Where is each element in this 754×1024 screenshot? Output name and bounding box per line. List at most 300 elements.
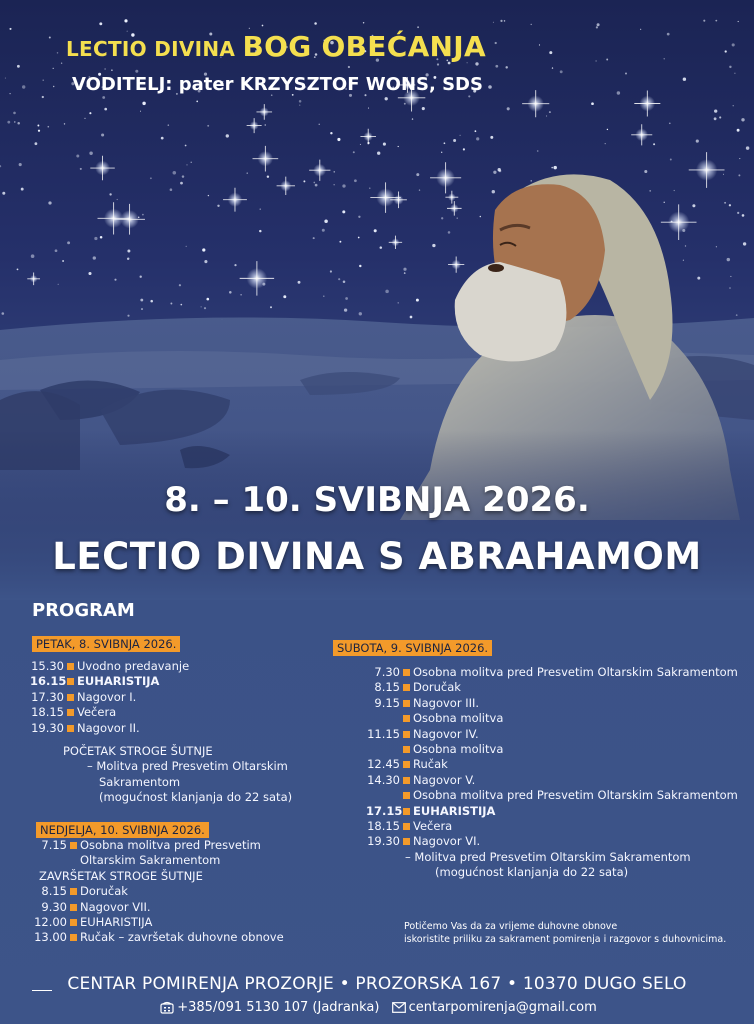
- star: [89, 152, 92, 155]
- star: [696, 140, 699, 143]
- star: [448, 231, 451, 234]
- footer-contact: [0, 1000, 754, 1015]
- star: [55, 249, 58, 252]
- bullet-square-icon: [403, 761, 410, 768]
- star: [170, 188, 173, 191]
- star: [468, 95, 470, 97]
- activity: EUHARISTIJA: [80, 915, 153, 930]
- email-address: centarpomirenja@gmail.com: [408, 1000, 597, 1015]
- star: [204, 307, 206, 309]
- list-item: [366, 804, 738, 819]
- star: [670, 159, 672, 161]
- list-item: [366, 834, 738, 849]
- list-item: [366, 665, 738, 680]
- star: [226, 134, 229, 137]
- star: [62, 260, 64, 262]
- star: [398, 302, 399, 303]
- list-item: [33, 900, 284, 915]
- star: [739, 158, 740, 159]
- time: 19.30: [31, 720, 64, 735]
- star: [124, 19, 127, 22]
- list-item: [366, 727, 738, 742]
- list-item: [366, 819, 738, 834]
- silence-prayer-note: (mogućnost klanjanja do 22 sata): [99, 790, 293, 805]
- bright-star: [634, 90, 660, 116]
- star: [730, 276, 731, 277]
- star: [507, 107, 510, 110]
- star: [7, 121, 10, 124]
- star: [265, 124, 266, 125]
- star: [444, 142, 446, 144]
- activity: Osobna molitva: [413, 742, 504, 757]
- bullet-square-icon: [70, 919, 77, 926]
- time: 17.15: [366, 803, 403, 818]
- star: [53, 68, 54, 69]
- activity: Ručak: [413, 757, 448, 772]
- star: [531, 24, 532, 25]
- time: [366, 788, 400, 803]
- time: [366, 742, 400, 757]
- star: [61, 63, 62, 64]
- star: [13, 112, 16, 115]
- star: [617, 91, 620, 94]
- bright-star: [90, 156, 114, 180]
- star: [488, 85, 492, 89]
- star: [191, 162, 192, 163]
- time: 17.30: [31, 689, 64, 704]
- bullet-square-icon: [403, 808, 410, 815]
- time: 7.30: [374, 665, 400, 679]
- bright-star: [447, 201, 462, 216]
- star: [385, 97, 388, 100]
- star: [135, 70, 138, 73]
- note-line: iskoristite priliku za sakrament pomirenja i razgovor s duhovnicima.: [404, 934, 727, 945]
- list-item: [30, 674, 292, 689]
- activity: Nagovor V.: [413, 772, 476, 787]
- time: [366, 711, 400, 726]
- star: [196, 101, 198, 103]
- star: [729, 66, 731, 68]
- star: [127, 315, 129, 317]
- star: [537, 150, 539, 152]
- star: [334, 171, 335, 172]
- bullet-square-icon: [403, 777, 410, 784]
- star: [201, 306, 202, 307]
- subtitle-big: BOG OBEĆANJA: [242, 30, 486, 63]
- star: [383, 143, 386, 146]
- time: 13.00: [34, 930, 67, 945]
- star: [182, 175, 184, 177]
- bullet-square-icon: [403, 715, 410, 722]
- confession-note: [404, 920, 726, 946]
- star: [94, 237, 97, 240]
- silence-prayer-line: – Molitva pred Presvetim Oltarskim: [87, 759, 288, 774]
- star: [664, 202, 665, 203]
- star: [363, 22, 364, 23]
- bright-star: [256, 104, 272, 120]
- activity: Doručak: [80, 884, 128, 899]
- star: [549, 111, 551, 113]
- list-item: [366, 773, 738, 788]
- star: [738, 174, 740, 176]
- footer-address: CENTAR POMIRENJA PROZORJE • PROZORSKA 167 • 10370 DUGO SELO: [67, 974, 687, 994]
- star: [37, 125, 39, 127]
- star: [403, 268, 406, 271]
- star: [674, 190, 675, 191]
- star: [342, 210, 345, 213]
- star: [531, 180, 532, 181]
- time: 19.30: [367, 834, 400, 849]
- bright-star: [448, 256, 464, 272]
- phone-number: +385/091 5130 107 (Jadranka): [177, 1000, 380, 1015]
- bullet-square-icon: [403, 669, 410, 676]
- star: [595, 60, 596, 61]
- star: [104, 68, 105, 69]
- star: [186, 246, 187, 247]
- star: [492, 190, 495, 193]
- star: [441, 152, 442, 153]
- activity: Osobna molitva pred Presvetim Oltarskim Sakramentom: [413, 665, 738, 679]
- star: [170, 303, 172, 305]
- program-heading: PROGRAM: [32, 600, 135, 621]
- star: [76, 155, 79, 158]
- saturday-schedule: [366, 665, 738, 881]
- activity: EUHARISTIJA: [77, 674, 160, 689]
- star: [186, 164, 187, 165]
- star: [344, 308, 347, 311]
- star: [109, 193, 111, 195]
- activity: Uvodno predavanje: [77, 659, 190, 673]
- star: [727, 258, 730, 261]
- sunday-schedule: [33, 838, 284, 946]
- star: [1, 312, 4, 315]
- activity: Nagovor VI.: [413, 834, 481, 849]
- star: [315, 184, 318, 187]
- retreat-subtitle: [66, 30, 486, 63]
- bright-star: [689, 152, 725, 188]
- star: [217, 205, 219, 207]
- bullet-square-icon: [403, 838, 410, 845]
- star: [416, 299, 419, 302]
- star: [140, 299, 143, 302]
- bullet-square-icon: [403, 823, 410, 830]
- star: [463, 148, 465, 150]
- list-item: [366, 788, 738, 803]
- activity: Oltarskim Sakramentom: [80, 853, 221, 868]
- star: [345, 297, 348, 300]
- star: [180, 304, 182, 306]
- list-item: [30, 721, 292, 736]
- star: [17, 269, 19, 271]
- star: [551, 167, 553, 169]
- star: [746, 146, 749, 149]
- star: [67, 241, 70, 244]
- closing-prayer-note: (mogućnost klanjanja do 22 sata): [435, 865, 629, 880]
- star: [303, 180, 305, 182]
- star: [493, 22, 494, 23]
- star: [267, 175, 269, 177]
- bright-star: [253, 146, 279, 172]
- star: [459, 135, 460, 136]
- star: [48, 201, 51, 204]
- star: [208, 195, 209, 196]
- star: [716, 246, 717, 247]
- star: [476, 137, 479, 140]
- sunday-label: NEDJELJA, 10. SVIBNJA 2026.: [36, 822, 209, 838]
- star: [35, 142, 38, 145]
- star: [398, 146, 399, 147]
- activity: Večera: [413, 819, 453, 834]
- star: [729, 204, 731, 206]
- star: [649, 190, 651, 192]
- star: [729, 287, 731, 289]
- star: [150, 177, 152, 179]
- event-dates: 8. – 10. SVIBNJA 2026.: [164, 480, 590, 520]
- star: [385, 290, 389, 294]
- star: [43, 80, 44, 81]
- bright-star: [247, 118, 262, 133]
- note-line: Potičemo Vas da za vrijeme duhovne obnove: [404, 921, 618, 932]
- star: [669, 122, 671, 124]
- time: 18.15: [31, 705, 64, 720]
- star: [249, 28, 250, 29]
- star: [348, 66, 350, 68]
- bullet-square-icon: [67, 678, 74, 685]
- star: [80, 168, 82, 170]
- time: 12.45: [367, 757, 400, 772]
- silence-prayer-line: Sakramentom: [99, 774, 181, 789]
- list-item: [33, 915, 284, 930]
- star: [111, 69, 113, 71]
- list-item: [30, 705, 292, 720]
- time: 9.15: [374, 695, 400, 710]
- star: [101, 133, 104, 136]
- star: [343, 280, 346, 283]
- star: [697, 277, 700, 280]
- time: 8.15: [41, 884, 67, 899]
- list-item: [366, 757, 738, 772]
- star: [31, 254, 35, 258]
- star: [437, 63, 439, 65]
- star: [42, 96, 44, 98]
- star: [114, 279, 116, 281]
- activity: Osobna molitva pred Presvetim: [80, 838, 261, 852]
- star: [313, 182, 315, 184]
- star: [553, 166, 556, 169]
- bright-star: [240, 261, 274, 295]
- bullet-square-icon: [70, 904, 77, 911]
- star: [504, 20, 506, 22]
- star: [84, 118, 85, 119]
- star: [207, 125, 209, 127]
- bright-star: [98, 202, 130, 234]
- star: [724, 202, 726, 204]
- star: [2, 192, 5, 195]
- star: [140, 111, 141, 112]
- friday-schedule: [30, 659, 292, 806]
- star: [353, 151, 355, 153]
- star: [14, 121, 15, 122]
- star: [359, 265, 361, 267]
- star: [714, 109, 717, 112]
- star: [416, 173, 419, 176]
- star: [505, 66, 507, 68]
- star: [560, 70, 563, 73]
- star: [314, 22, 317, 25]
- star: [19, 163, 22, 166]
- time: 11.15: [367, 726, 400, 741]
- retreat-leader: VODITELJ: pater KRZYSZTOF WONS, SDS: [72, 74, 483, 95]
- star: [323, 295, 324, 296]
- star: [683, 260, 684, 261]
- star: [313, 237, 315, 239]
- bullet-square-icon: [403, 684, 410, 691]
- star: [204, 260, 207, 263]
- star: [354, 179, 357, 182]
- star: [737, 212, 739, 214]
- star: [64, 123, 65, 124]
- star: [490, 136, 493, 139]
- bright-star: [389, 236, 402, 249]
- activity: Ručak – završetak duhovne obnove: [80, 930, 284, 945]
- activity: Večera: [77, 705, 117, 720]
- star: [667, 33, 670, 36]
- time: 16.15: [30, 674, 67, 689]
- star: [127, 258, 129, 260]
- bright-star: [277, 177, 295, 195]
- star: [337, 138, 340, 141]
- list-item: [33, 930, 284, 945]
- bright-star: [27, 272, 40, 285]
- star: [737, 129, 740, 132]
- star: [412, 118, 413, 119]
- star: [142, 102, 145, 105]
- star: [89, 112, 91, 114]
- star: [703, 20, 705, 22]
- star: [102, 96, 105, 99]
- list-item: [33, 853, 284, 868]
- star: [493, 171, 496, 174]
- star: [38, 130, 40, 132]
- bullet-square-icon: [70, 842, 77, 849]
- activity: Osobna molitva: [413, 711, 504, 726]
- bullet-square-icon: [70, 888, 77, 895]
- activity: Nagovor IV.: [413, 726, 479, 741]
- activity: Nagovor III.: [413, 695, 480, 710]
- subtitle-small: LECTIO DIVINA: [66, 37, 236, 61]
- star: [359, 312, 362, 315]
- star: [738, 21, 739, 22]
- star: [0, 165, 1, 167]
- star: [480, 216, 482, 218]
- list-item: [33, 838, 284, 853]
- star: [546, 115, 547, 116]
- star: [141, 308, 143, 310]
- star: [743, 242, 746, 245]
- bullet-square-icon: [403, 792, 410, 799]
- star: [240, 294, 242, 296]
- star: [100, 236, 103, 239]
- list-item: [366, 711, 738, 726]
- star: [202, 248, 205, 251]
- star: [719, 116, 721, 118]
- bright-star: [309, 160, 330, 181]
- star: [733, 105, 734, 106]
- star: [644, 170, 647, 173]
- star: [88, 272, 91, 275]
- friday-label: PETAK, 8. SVIBNJA 2026.: [32, 636, 180, 652]
- star: [262, 25, 264, 27]
- star: [685, 245, 686, 246]
- list-item: [366, 742, 738, 757]
- star: [597, 23, 600, 26]
- star: [319, 124, 320, 125]
- star: [539, 44, 540, 45]
- star: [591, 102, 594, 105]
- star: [606, 59, 608, 61]
- list-item: [366, 680, 738, 695]
- star: [475, 130, 477, 132]
- star: [22, 85, 25, 88]
- silence-start: POČETAK STROGE ŠUTNJE: [63, 744, 213, 759]
- star: [17, 65, 20, 68]
- star: [714, 117, 717, 120]
- star: [499, 170, 502, 173]
- activity: Nagovor I.: [77, 689, 137, 704]
- star: [422, 107, 425, 110]
- star: [596, 26, 598, 28]
- star: [742, 214, 745, 217]
- star: [404, 272, 406, 274]
- star: [715, 20, 717, 22]
- star: [179, 284, 181, 286]
- star: [260, 208, 261, 209]
- event-title: LECTIO DIVINA S ABRAHAMOM: [52, 535, 702, 578]
- star: [736, 314, 738, 316]
- star: [338, 278, 340, 280]
- star: [104, 108, 107, 111]
- star: [552, 67, 553, 68]
- star: [93, 256, 96, 259]
- list-item: [366, 696, 738, 711]
- star: [180, 182, 183, 185]
- star: [173, 171, 177, 175]
- star: [417, 26, 419, 28]
- bright-star: [430, 162, 461, 193]
- phone-icon: [160, 1001, 174, 1014]
- star: [17, 122, 20, 125]
- star: [692, 204, 695, 207]
- star: [9, 28, 11, 30]
- time: 8.15: [374, 680, 400, 695]
- envelope-icon: [392, 1002, 406, 1013]
- star: [380, 246, 383, 249]
- star: [142, 214, 144, 216]
- star: [49, 37, 51, 39]
- star: [283, 295, 286, 298]
- bullet-square-icon: [67, 725, 74, 732]
- star: [5, 78, 6, 79]
- star: [377, 152, 380, 155]
- star: [368, 108, 369, 109]
- closing-prayer-line: – Molitva pred Presvetim Oltarskim Sakramentom: [405, 849, 691, 864]
- star: [360, 144, 361, 145]
- star: [53, 86, 54, 87]
- star: [432, 244, 435, 247]
- saturday-label: SUBOTA, 9. SVIBNJA 2026.: [333, 640, 492, 656]
- bright-star: [445, 191, 458, 204]
- star: [358, 216, 360, 218]
